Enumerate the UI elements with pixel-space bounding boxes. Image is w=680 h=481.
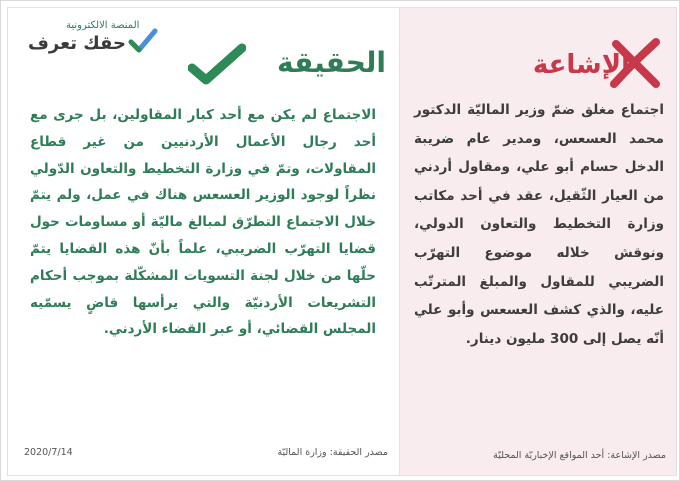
truth-title: الحقيقة (276, 46, 386, 79)
platform-logo (16, 20, 156, 60)
logo-subtitle: المنصة الالكترونية (66, 20, 140, 31)
x-mark-icon (606, 36, 664, 94)
infographic-card (7, 7, 675, 476)
truth-footer (8, 447, 400, 461)
rumor-text: اجتماع مغلق ضمّ وزير الماليّة الدكتور محمد العسعس، ومدير عام ضريبة الدخل حسام أبو علي، ومقاول أردني من العيار الثّقيل، عقد في أحد مكاتب وزارة التخطيط والتعاون الدولي، ونوقش خلاله موضوع التهرّب الضريبي للمقاول والمبلغ المترتّب عليه، والذي كشف العسعس وأبو علي أنّه يصل إلى 300 مليون دينار. (414, 102, 664, 347)
publish-date: 2020/7/14 (24, 447, 73, 458)
rumor-title: الإشاعة (532, 50, 630, 80)
truth-heading (186, 42, 386, 90)
truth-source: مصدر الحقيقة: وزارة الماليّة (277, 447, 388, 458)
logo-name: حقك تعرف (28, 33, 126, 54)
truth-panel (7, 7, 401, 476)
rumor-panel (399, 7, 677, 476)
rumor-source: مصدر الإشاعة: أحد المواقع الإخباريّة المحليّة (493, 450, 666, 461)
check-mark-icon (128, 26, 158, 60)
truth-text: الاجتماع لم يكن مع أحد كبار المقاولين، بل جرى مع أحد رجال الأعمال الأردنيين من غير قطاع المقاولات، وتمّ في وزارة التخطيط والتعاون الدّولي نظراً لوجود الوزير العسعس هناك في عمل، ولم يتمّ خلال الاجتماع التطرّق لمبالغ ماليّة أو مساومات حول قضايا التهرّب الضريبي، علماً بأنّ هذه القضايا يتمّ حلّها من خلال لجنة التسويات المشكّلة بموجب أحكام التشريعات الأردنيّة والتي يرأسها قاضٍ يسمّيه المجلس القضائي، أو عبر القضاء الأردني. (30, 107, 376, 338)
check-mark-icon (188, 42, 246, 90)
rumor-heading (494, 36, 664, 90)
